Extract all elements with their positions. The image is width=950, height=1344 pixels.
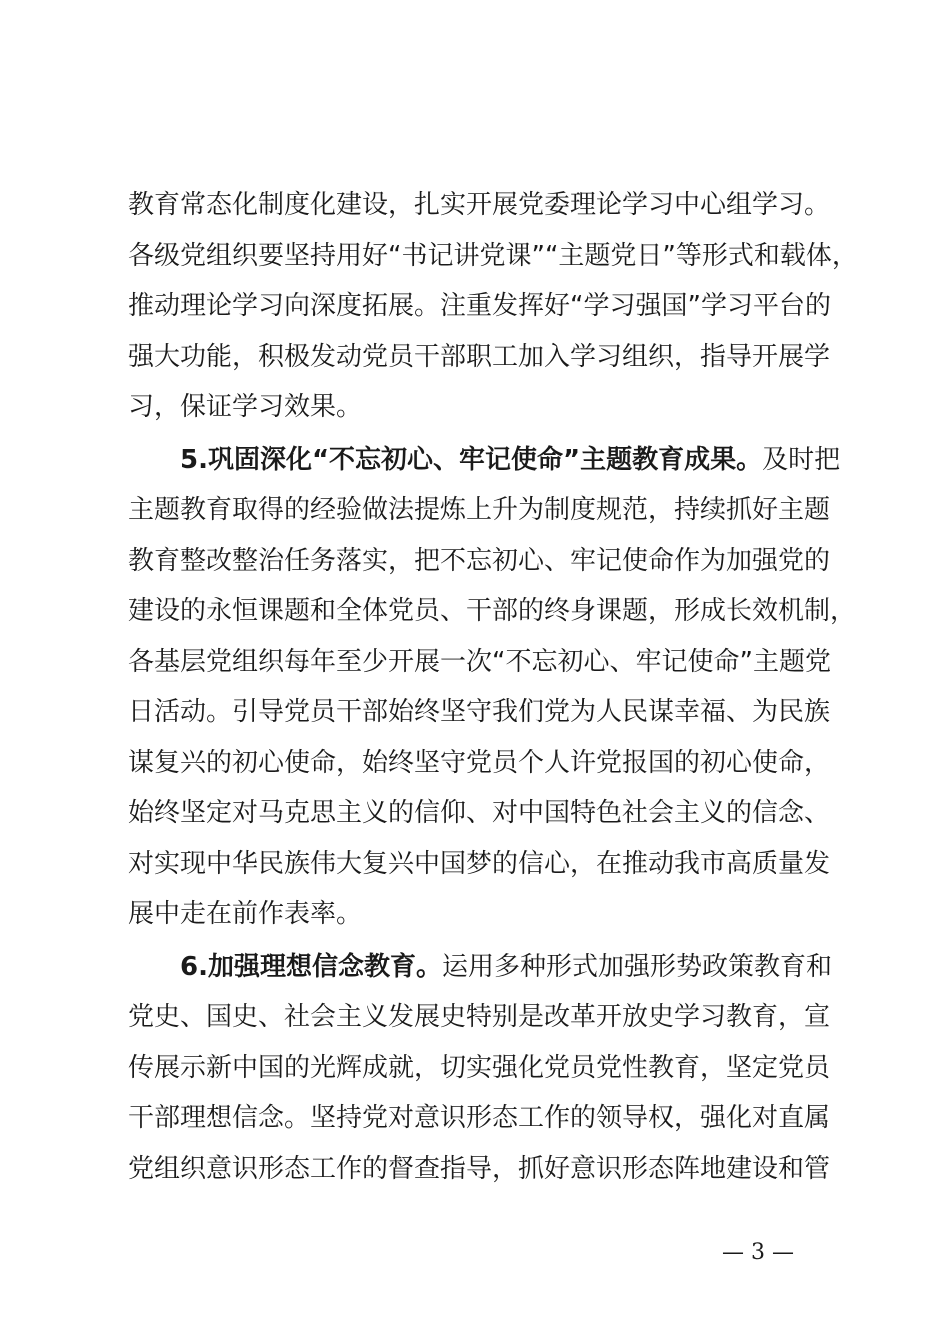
document-body — [128, 180, 858, 1194]
page-number: — 3 — — [722, 1240, 794, 1265]
paragraph-1 — [128, 180, 858, 433]
text-line: 展中走在前作表率。 — [128, 899, 363, 929]
paragraph-first-line — [128, 942, 834, 993]
text-line: 习，保证学习效果。 — [128, 392, 363, 422]
section-heading-5: 5.巩固深化“不忘初心、牢记使命”主题教育成果。 — [180, 444, 763, 475]
paragraph-text: 运用多种形式加强形势政策教育和 — [441, 951, 832, 982]
text-line: 日活动。引导党员干部始终坚守我们党为人民谋幸福、为民族 — [128, 697, 831, 727]
text-line: 各基层党组织每年至少开展一次“不忘初心、牢记使命”主题党 — [128, 646, 831, 677]
text-line: 教育常态化制度化建设，扎实开展党委理论学习中心组学习。 — [128, 190, 831, 220]
text-line: 谋复兴的初心使命，始终坚守党员个人许党报国的初心使命， — [128, 747, 831, 778]
text-line: 党史、国史、社会主义发展史特别是改革开放史学习教育，宣 — [128, 1002, 831, 1032]
paragraph-text: 及时把 — [762, 444, 841, 475]
paragraph-first-line — [128, 435, 841, 486]
text-line: 党组织意识形态工作的督查指导，抓好意识形态阵地建设和管 — [128, 1153, 831, 1184]
text-line: 干部理想信念。坚持党对意识形态工作的领导权，强化对直属 — [128, 1103, 831, 1133]
text-line: 始终坚定对马克思主义的信仰、对中国特色社会主义的信念、 — [128, 798, 831, 828]
text-line: 建设的永恒课题和全体党员、干部的终身课题，形成长效机制， — [128, 596, 857, 626]
text-line: 推动理论学习向深度拓展。注重发挥好“学习强国”学习平台的 — [128, 291, 831, 321]
paragraph-3 — [128, 942, 834, 1195]
text-line: 教育整改整治任务落实，把不忘初心、牢记使命作为加强党的 — [128, 545, 831, 576]
paragraph-2 — [128, 435, 857, 940]
text-line: 主题教育取得的经验做法提炼上升为制度规范，持续抓好主题 — [128, 495, 831, 525]
text-line: 传展示新中国的光辉成就，切实强化党员党性教育，坚定党员 — [128, 1052, 831, 1083]
section-heading-6: 6.加强理想信念教育。 — [180, 951, 442, 982]
text-line: 对实现中华民族伟大复兴中国梦的信心，在推动我市高质量发 — [128, 848, 831, 879]
text-line: 各级党组织要坚持用好“书记讲党课”“主题党日”等形式和载体， — [128, 240, 858, 271]
text-line: 强大功能，积极发动党员干部职工加入学习组织，指导开展学 — [128, 341, 831, 372]
